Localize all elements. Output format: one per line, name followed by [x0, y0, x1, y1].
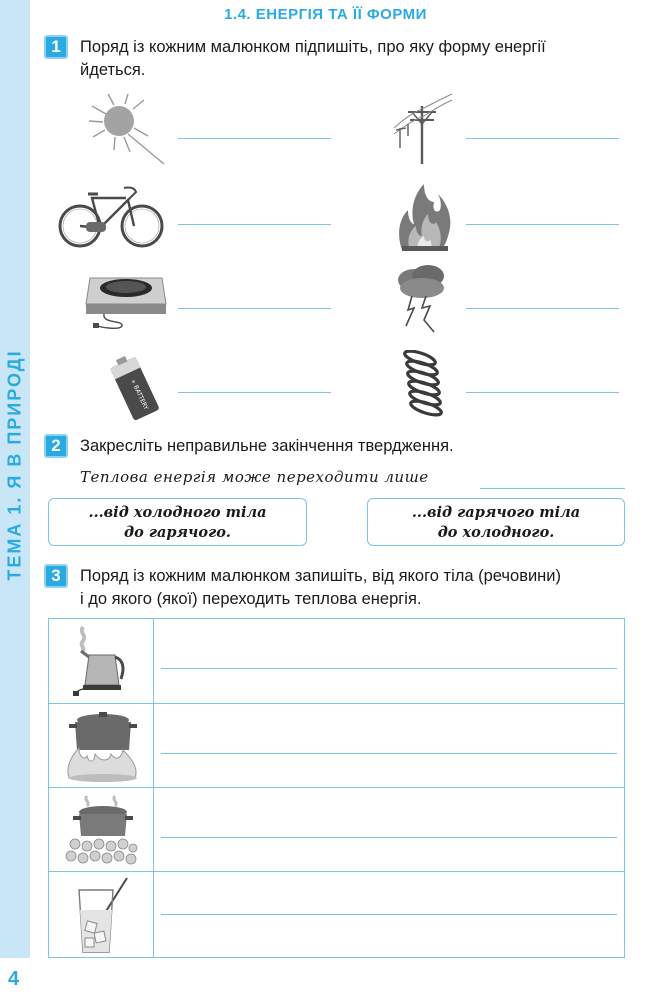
task-2-instruction: Закресліть неправильне закінчення твердження.: [80, 437, 454, 455]
option-a-line-2: до гарячого.: [124, 524, 231, 541]
answer-line-battery[interactable]: [178, 392, 331, 393]
pot-on-fire-icon: [65, 708, 141, 784]
glass-with-ice-icon: [73, 876, 133, 954]
task-3-line-2: і до якого (якої) переходить теплова енергія.: [80, 590, 422, 608]
spring-icon: [398, 350, 446, 420]
answer-line-pot-on-ice[interactable]: [161, 837, 617, 838]
answer-line-pot-on-fire[interactable]: [161, 753, 617, 754]
page-number: 4: [8, 968, 20, 990]
electric-kettle-icon: [71, 625, 131, 697]
storm-cloud-icon: [394, 262, 450, 334]
task-3-line-1: Поряд із кожним малюнком запишіть, від якого тіла (речовини): [80, 567, 562, 585]
page-title: 1.4. ЕНЕРГІЯ ТА ЇЇ ФОРМИ: [224, 6, 427, 23]
table-row: [49, 787, 624, 872]
table-row: [49, 619, 624, 703]
answer-line-stove[interactable]: [178, 308, 331, 309]
table-row: [49, 871, 624, 958]
option-b-line-1: ...від гарячого тіла: [411, 504, 581, 521]
power-line-icon: [394, 92, 454, 166]
answer-line-power-line[interactable]: [466, 138, 619, 139]
option-a-line-1: ...від холодного тіла: [88, 504, 267, 521]
task-1-line-2: йдеться.: [80, 61, 146, 79]
statement-blank-line: [480, 488, 625, 489]
option-hot-to-cold[interactable]: [367, 498, 625, 546]
answer-line-storm[interactable]: [466, 308, 619, 309]
answer-table: [48, 618, 625, 958]
task-1-badge: 1: [44, 35, 68, 59]
pot-on-ice-icon: [65, 794, 141, 866]
option-cold-to-hot[interactable]: [48, 498, 307, 546]
answer-line-glass[interactable]: [161, 914, 617, 915]
task-1-line-1: Поряд із кожним малюнком підпишіть, про яку форму енергії: [80, 38, 546, 56]
battery-label: + BATTERY: [128, 378, 150, 412]
fire-icon: [396, 180, 454, 252]
electric-stove-icon: [84, 266, 168, 330]
topic-label: ТЕМА 1. Я В ПРИРОДІ: [4, 349, 25, 581]
task-3-badge: 3: [44, 564, 68, 588]
table-row: [49, 703, 624, 788]
option-b-line-2: до холодного.: [437, 524, 555, 541]
answer-line-bicycle[interactable]: [178, 224, 331, 225]
answer-line-spring[interactable]: [466, 392, 619, 393]
battery-icon: [104, 350, 164, 424]
bicycle-icon: [56, 182, 166, 252]
answer-line-kettle[interactable]: [161, 668, 617, 669]
task-2-badge: 2: [44, 434, 68, 458]
answer-line-fire[interactable]: [466, 224, 619, 225]
task-2-statement: Теплова енергія може переходити лише: [80, 468, 429, 486]
sun-icon: [88, 92, 168, 168]
answer-line-sun[interactable]: [178, 138, 331, 139]
